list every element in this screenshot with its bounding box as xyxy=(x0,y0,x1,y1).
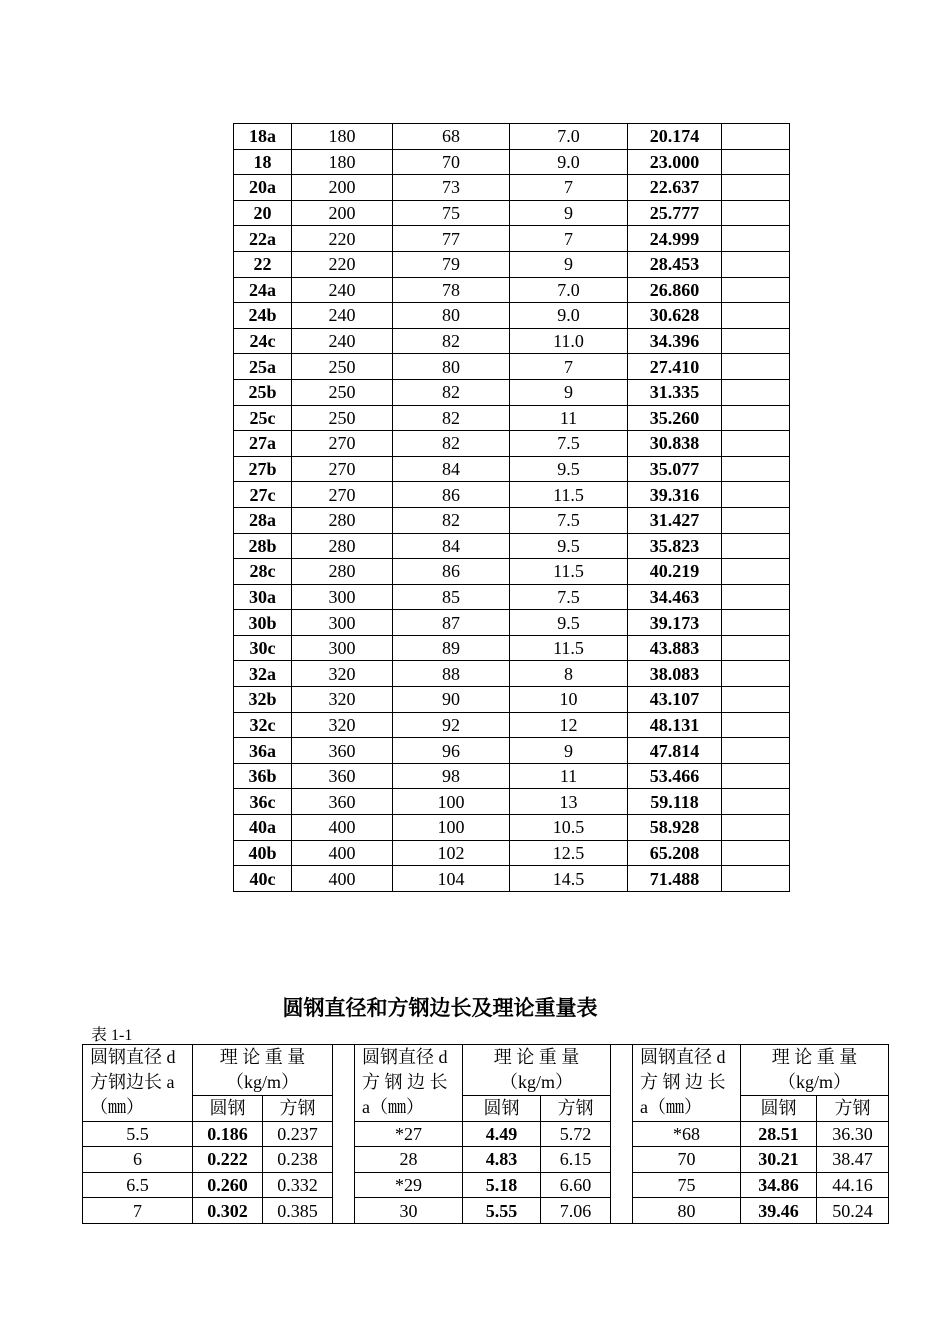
thickness-cell: 12.5 xyxy=(510,840,628,866)
table-row xyxy=(234,456,790,482)
model-cell: 28b xyxy=(234,533,292,559)
section-steel-table xyxy=(233,123,790,892)
thickness-cell: 7.0 xyxy=(510,277,628,303)
round-weight-cell: 0.302 xyxy=(193,1198,263,1224)
thickness-cell: 12 xyxy=(510,712,628,738)
width-cell: 85 xyxy=(393,584,510,610)
height-cell: 400 xyxy=(292,815,393,841)
note-cell xyxy=(722,175,790,201)
table-row xyxy=(234,277,790,303)
height-cell: 360 xyxy=(292,738,393,764)
height-cell: 240 xyxy=(292,277,393,303)
width-cell: 86 xyxy=(393,559,510,585)
width-cell: 73 xyxy=(393,175,510,201)
dimension-header-line: 圆钢直径 d xyxy=(362,1047,448,1067)
table-row xyxy=(234,175,790,201)
weight-cell: 58.928 xyxy=(628,815,722,841)
weight-cell: 48.131 xyxy=(628,712,722,738)
model-cell: 25b xyxy=(234,379,292,405)
model-cell: 22a xyxy=(234,226,292,252)
height-cell: 320 xyxy=(292,661,393,687)
model-cell: 18 xyxy=(234,149,292,175)
height-cell: 280 xyxy=(292,559,393,585)
height-cell: 240 xyxy=(292,328,393,354)
header-row-3 xyxy=(83,1096,889,1122)
thickness-cell: 7.5 xyxy=(510,431,628,457)
round-weight-cell: 30.21 xyxy=(741,1147,817,1173)
width-cell: 89 xyxy=(393,635,510,661)
dimension-header-line: （㎜） xyxy=(90,1097,144,1117)
round-weight-cell: 4.49 xyxy=(463,1121,541,1147)
width-cell: 80 xyxy=(393,354,510,380)
dimension-header-line: a（㎜） xyxy=(640,1097,702,1117)
table-row xyxy=(234,328,790,354)
dimension-header xyxy=(355,1045,463,1122)
width-cell: 77 xyxy=(393,226,510,252)
note-cell xyxy=(722,405,790,431)
table-row xyxy=(234,815,790,841)
weight-cell: 27.410 xyxy=(628,354,722,380)
thickness-cell: 7.5 xyxy=(510,507,628,533)
weight-cell: 20.174 xyxy=(628,124,722,150)
width-cell: 86 xyxy=(393,482,510,508)
table-row xyxy=(234,866,790,892)
table-row xyxy=(234,379,790,405)
square-weight-cell: 5.72 xyxy=(541,1121,611,1147)
note-cell xyxy=(722,251,790,277)
height-cell: 270 xyxy=(292,482,393,508)
model-cell: 28c xyxy=(234,559,292,585)
width-cell: 98 xyxy=(393,763,510,789)
thickness-cell: 11.5 xyxy=(510,559,628,585)
round-weight-cell: 0.260 xyxy=(193,1172,263,1198)
note-cell xyxy=(722,303,790,329)
table-row xyxy=(234,303,790,329)
weight-cell: 40.219 xyxy=(628,559,722,585)
height-cell: 300 xyxy=(292,584,393,610)
width-cell: 82 xyxy=(393,405,510,431)
weight-cell: 25.777 xyxy=(628,200,722,226)
width-cell: 87 xyxy=(393,610,510,636)
note-cell xyxy=(722,328,790,354)
dimension-header-line: a（㎜） xyxy=(362,1097,424,1117)
weight-cell: 24.999 xyxy=(628,226,722,252)
size-cell: 75 xyxy=(633,1172,741,1198)
square-steel-header: 方钢 xyxy=(541,1096,611,1122)
weight-cell: 31.335 xyxy=(628,379,722,405)
model-cell: 40c xyxy=(234,866,292,892)
note-cell xyxy=(722,789,790,815)
thickness-cell: 9 xyxy=(510,379,628,405)
square-weight-cell: 6.60 xyxy=(541,1172,611,1198)
height-cell: 360 xyxy=(292,763,393,789)
note-cell xyxy=(722,507,790,533)
thickness-cell: 7.5 xyxy=(510,584,628,610)
height-cell: 200 xyxy=(292,175,393,201)
weight-cell: 39.316 xyxy=(628,482,722,508)
weight-cell: 43.107 xyxy=(628,687,722,713)
height-cell: 250 xyxy=(292,405,393,431)
weight-cell: 22.637 xyxy=(628,175,722,201)
table-row xyxy=(234,507,790,533)
weight-cell: 43.883 xyxy=(628,635,722,661)
size-cell: 30 xyxy=(355,1198,463,1224)
size-cell: 6.5 xyxy=(83,1172,193,1198)
height-cell: 280 xyxy=(292,507,393,533)
dimension-header-line: 圆钢直径 d xyxy=(90,1047,176,1067)
model-cell: 24c xyxy=(234,328,292,354)
height-cell: 360 xyxy=(292,789,393,815)
thickness-cell: 9 xyxy=(510,200,628,226)
width-cell: 78 xyxy=(393,277,510,303)
note-cell xyxy=(722,226,790,252)
weight-cell: 28.453 xyxy=(628,251,722,277)
size-cell: 80 xyxy=(633,1198,741,1224)
round-weight-cell: 39.46 xyxy=(741,1198,817,1224)
thickness-cell: 11 xyxy=(510,405,628,431)
note-cell xyxy=(722,277,790,303)
thickness-cell: 9.5 xyxy=(510,610,628,636)
dimension-header-line: 方钢边长 a xyxy=(90,1072,175,1092)
table-row xyxy=(83,1198,889,1224)
height-cell: 220 xyxy=(292,226,393,252)
weight-cell: 34.396 xyxy=(628,328,722,354)
table-row xyxy=(234,738,790,764)
width-cell: 104 xyxy=(393,866,510,892)
weight-cell: 35.260 xyxy=(628,405,722,431)
height-cell: 270 xyxy=(292,431,393,457)
square-weight-cell: 0.385 xyxy=(263,1198,333,1224)
height-cell: 300 xyxy=(292,635,393,661)
height-cell: 250 xyxy=(292,379,393,405)
width-cell: 84 xyxy=(393,533,510,559)
weight-header xyxy=(193,1045,333,1096)
weight-cell: 47.814 xyxy=(628,738,722,764)
height-cell: 320 xyxy=(292,687,393,713)
width-cell: 88 xyxy=(393,661,510,687)
width-cell: 82 xyxy=(393,431,510,457)
model-cell: 18a xyxy=(234,124,292,150)
note-cell xyxy=(722,687,790,713)
note-cell xyxy=(722,635,790,661)
thickness-cell: 10 xyxy=(510,687,628,713)
thickness-cell: 9 xyxy=(510,251,628,277)
round-weight-cell: 34.86 xyxy=(741,1172,817,1198)
height-cell: 200 xyxy=(292,200,393,226)
weight-cell: 65.208 xyxy=(628,840,722,866)
table-row xyxy=(234,124,790,150)
square-weight-cell: 38.47 xyxy=(817,1147,889,1173)
thickness-cell: 9.5 xyxy=(510,456,628,482)
width-cell: 82 xyxy=(393,328,510,354)
round-weight-cell: 4.83 xyxy=(463,1147,541,1173)
width-cell: 100 xyxy=(393,815,510,841)
width-cell: 100 xyxy=(393,789,510,815)
thickness-cell: 8 xyxy=(510,661,628,687)
note-cell xyxy=(722,661,790,687)
model-cell: 36b xyxy=(234,763,292,789)
model-cell: 20a xyxy=(234,175,292,201)
dimension-header-line: 方 钢 边 长 xyxy=(362,1072,448,1092)
table-row xyxy=(234,431,790,457)
note-cell xyxy=(722,815,790,841)
note-cell xyxy=(722,533,790,559)
note-cell xyxy=(722,712,790,738)
note-cell xyxy=(722,738,790,764)
weight-header-line: 理 论 重 量 xyxy=(771,1047,858,1067)
model-cell: 30b xyxy=(234,610,292,636)
model-cell: 27b xyxy=(234,456,292,482)
round-weight-cell: 0.222 xyxy=(193,1147,263,1173)
size-cell: 7 xyxy=(83,1198,193,1224)
table-row xyxy=(234,533,790,559)
table-row xyxy=(234,226,790,252)
thickness-cell: 11.5 xyxy=(510,482,628,508)
width-cell: 75 xyxy=(393,200,510,226)
weight-cell: 53.466 xyxy=(628,763,722,789)
table-row xyxy=(83,1121,889,1147)
square-steel-header: 方钢 xyxy=(263,1096,333,1122)
dimension-header xyxy=(633,1045,741,1122)
round-weight-cell: 28.51 xyxy=(741,1121,817,1147)
model-cell: 25c xyxy=(234,405,292,431)
height-cell: 220 xyxy=(292,251,393,277)
note-cell xyxy=(722,482,790,508)
weight-cell: 34.463 xyxy=(628,584,722,610)
weight-cell: 38.083 xyxy=(628,661,722,687)
square-steel-header: 方钢 xyxy=(817,1096,889,1122)
table-number: 表 1-1 xyxy=(91,1027,133,1044)
height-cell: 270 xyxy=(292,456,393,482)
weight-cell: 59.118 xyxy=(628,789,722,815)
width-cell: 79 xyxy=(393,251,510,277)
thickness-cell: 7 xyxy=(510,175,628,201)
table-row xyxy=(234,712,790,738)
note-cell xyxy=(722,431,790,457)
height-cell: 240 xyxy=(292,303,393,329)
table-row xyxy=(234,149,790,175)
note-cell xyxy=(722,584,790,610)
thickness-cell: 11.0 xyxy=(510,328,628,354)
size-cell: *29 xyxy=(355,1172,463,1198)
thickness-cell: 11 xyxy=(510,763,628,789)
weight-cell: 35.823 xyxy=(628,533,722,559)
round-weight-cell: 5.18 xyxy=(463,1172,541,1198)
model-cell: 24b xyxy=(234,303,292,329)
model-cell: 32b xyxy=(234,687,292,713)
square-weight-cell: 7.06 xyxy=(541,1198,611,1224)
table-title: 圆钢直径和方钢边长及理论重量表 xyxy=(282,996,598,1020)
size-cell: 5.5 xyxy=(83,1121,193,1147)
spacer-column xyxy=(611,1045,633,1224)
table-row xyxy=(234,687,790,713)
model-cell: 27a xyxy=(234,431,292,457)
thickness-cell: 13 xyxy=(510,789,628,815)
table-row xyxy=(234,482,790,508)
height-cell: 180 xyxy=(292,149,393,175)
table-row xyxy=(234,354,790,380)
size-cell: 6 xyxy=(83,1147,193,1173)
thickness-cell: 10.5 xyxy=(510,815,628,841)
size-cell: 28 xyxy=(355,1147,463,1173)
note-cell xyxy=(722,866,790,892)
model-cell: 30c xyxy=(234,635,292,661)
note-cell xyxy=(722,379,790,405)
height-cell: 180 xyxy=(292,124,393,150)
model-cell: 40a xyxy=(234,815,292,841)
height-cell: 250 xyxy=(292,354,393,380)
square-weight-cell: 6.15 xyxy=(541,1147,611,1173)
table-row xyxy=(234,763,790,789)
weight-cell: 31.427 xyxy=(628,507,722,533)
round-steel-header: 圆钢 xyxy=(741,1096,817,1122)
table-row xyxy=(234,405,790,431)
weight-header-line: （kg/m） xyxy=(225,1072,299,1092)
model-cell: 30a xyxy=(234,584,292,610)
model-cell: 22 xyxy=(234,251,292,277)
table-row xyxy=(234,840,790,866)
width-cell: 92 xyxy=(393,712,510,738)
weight-header xyxy=(463,1045,611,1096)
width-cell: 102 xyxy=(393,840,510,866)
round-steel-header: 圆钢 xyxy=(193,1096,263,1122)
note-cell xyxy=(722,610,790,636)
square-weight-cell: 50.24 xyxy=(817,1198,889,1224)
spacer-column xyxy=(333,1045,355,1224)
note-cell xyxy=(722,200,790,226)
model-cell: 24a xyxy=(234,277,292,303)
size-cell: *68 xyxy=(633,1121,741,1147)
height-cell: 300 xyxy=(292,610,393,636)
note-cell xyxy=(722,354,790,380)
round-square-steel-table-body xyxy=(83,1045,889,1224)
model-cell: 36a xyxy=(234,738,292,764)
width-cell: 96 xyxy=(393,738,510,764)
note-cell xyxy=(722,149,790,175)
square-weight-cell: 0.332 xyxy=(263,1172,333,1198)
weight-header-line: （kg/m） xyxy=(499,1072,573,1092)
height-cell: 320 xyxy=(292,712,393,738)
weight-cell: 71.488 xyxy=(628,866,722,892)
height-cell: 280 xyxy=(292,533,393,559)
table-row xyxy=(234,635,790,661)
thickness-cell: 9.5 xyxy=(510,533,628,559)
table-row xyxy=(234,200,790,226)
square-weight-cell: 0.237 xyxy=(263,1121,333,1147)
weight-cell: 30.628 xyxy=(628,303,722,329)
table-row xyxy=(234,559,790,585)
model-cell: 28a xyxy=(234,507,292,533)
table-row xyxy=(83,1147,889,1173)
weight-cell: 26.860 xyxy=(628,277,722,303)
table-row xyxy=(83,1172,889,1198)
weight-cell: 30.838 xyxy=(628,431,722,457)
square-weight-cell: 36.30 xyxy=(817,1121,889,1147)
thickness-cell: 7 xyxy=(510,354,628,380)
note-cell xyxy=(722,559,790,585)
model-cell: 32a xyxy=(234,661,292,687)
model-cell: 25a xyxy=(234,354,292,380)
width-cell: 82 xyxy=(393,379,510,405)
note-cell xyxy=(722,456,790,482)
weight-cell: 35.077 xyxy=(628,456,722,482)
model-cell: 27c xyxy=(234,482,292,508)
width-cell: 70 xyxy=(393,149,510,175)
round-square-steel-table xyxy=(82,1044,889,1224)
weight-header-line: 理 论 重 量 xyxy=(493,1047,580,1067)
table-row xyxy=(234,584,790,610)
note-cell xyxy=(722,840,790,866)
weight-cell: 23.000 xyxy=(628,149,722,175)
model-cell: 40b xyxy=(234,840,292,866)
dimension-header-line: 方 钢 边 长 xyxy=(640,1072,726,1092)
width-cell: 84 xyxy=(393,456,510,482)
height-cell: 400 xyxy=(292,840,393,866)
square-weight-cell: 44.16 xyxy=(817,1172,889,1198)
thickness-cell: 7 xyxy=(510,226,628,252)
round-steel-header: 圆钢 xyxy=(463,1096,541,1122)
weight-header-line: （kg/m） xyxy=(777,1072,851,1092)
square-weight-cell: 0.238 xyxy=(263,1147,333,1173)
weight-cell: 39.173 xyxy=(628,610,722,636)
width-cell: 80 xyxy=(393,303,510,329)
section-steel-table-body xyxy=(234,124,790,892)
model-cell: 32c xyxy=(234,712,292,738)
weight-header xyxy=(741,1045,889,1096)
thickness-cell: 9.0 xyxy=(510,149,628,175)
thickness-cell: 7.0 xyxy=(510,124,628,150)
table-row xyxy=(234,661,790,687)
round-weight-cell: 0.186 xyxy=(193,1121,263,1147)
round-weight-cell: 5.55 xyxy=(463,1198,541,1224)
width-cell: 68 xyxy=(393,124,510,150)
size-cell: *27 xyxy=(355,1121,463,1147)
note-cell xyxy=(722,124,790,150)
dimension-header xyxy=(83,1045,193,1122)
thickness-cell: 14.5 xyxy=(510,866,628,892)
weight-header-line: 理 论 重 量 xyxy=(219,1047,306,1067)
dimension-header-line: 圆钢直径 d xyxy=(640,1047,726,1067)
width-cell: 82 xyxy=(393,507,510,533)
model-cell: 20 xyxy=(234,200,292,226)
height-cell: 400 xyxy=(292,866,393,892)
thickness-cell: 9.0 xyxy=(510,303,628,329)
model-cell: 36c xyxy=(234,789,292,815)
table-row xyxy=(234,610,790,636)
width-cell: 90 xyxy=(393,687,510,713)
thickness-cell: 11.5 xyxy=(510,635,628,661)
thickness-cell: 9 xyxy=(510,738,628,764)
size-cell: 70 xyxy=(633,1147,741,1173)
note-cell xyxy=(722,763,790,789)
table-row xyxy=(234,251,790,277)
table-row xyxy=(234,789,790,815)
